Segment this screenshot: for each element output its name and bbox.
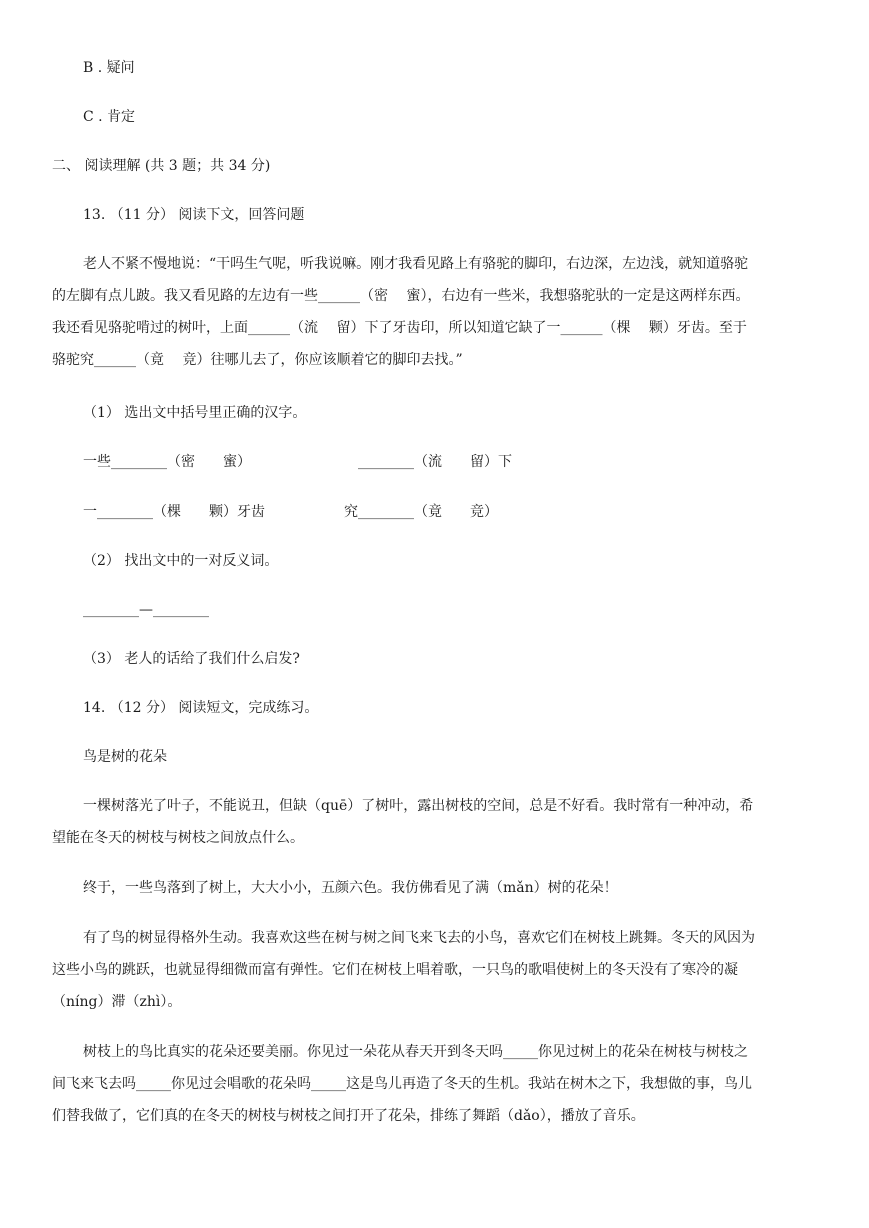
sub-question-1: （1） 选出文中括号里正确的汉字。 — [83, 405, 307, 421]
fill-blank-jing: 究________（竟 竞） — [344, 504, 498, 520]
section-heading: 二、 阅读理解 (共 3 题；共 34 分) — [52, 158, 271, 174]
fill-blank-mi: 一些________（密 蜜） — [83, 454, 251, 470]
passage-line: 骆驼究______（竟 竞）往哪儿去了，你应该顺着它的脚印去找。” — [52, 352, 463, 368]
essay-line: 树枝上的鸟比真实的花朵还要美丽。你见过一朵花从春天开到冬天吗_____你见过树上的花朵在树枝与树枝之 — [83, 1044, 748, 1060]
essay-line: 间飞来飞去吗_____你见过会唱歌的花朵吗_____这是鸟儿再造了冬天的生机。我站在树木之下，我想做的事，鸟儿 — [52, 1076, 752, 1092]
question-14-title: 14. （12 分） 阅读短文，完成练习。 — [83, 700, 319, 716]
fill-blank-ke: 一________（棵 颗）牙齿 — [83, 504, 265, 520]
option-c: C . 肯定 — [83, 109, 136, 125]
passage-line: 老人不紧不慢地说：“干吗生气呢，听我说嘛。刚才我看见路上有骆驼的脚印，右边深，左边浅，就知道骆驼 — [83, 256, 749, 272]
antonym-blank: ________—________ — [83, 602, 209, 618]
essay-line: 终于，一些鸟落到了树上，大大小小，五颜六色。我仿佛看见了满（mǎn）树的花朵！ — [83, 880, 618, 896]
essay-line: 望能在冬天的树枝与树枝之间放点什么。 — [52, 830, 304, 846]
essay-line: 们替我做了，它们真的在冬天的树枝与树枝之间打开了花朵，排练了舞蹈（dǎo），播放了音乐。 — [52, 1108, 645, 1124]
essay-title: 鸟是树的花朵 — [83, 749, 167, 765]
option-b: B . 疑问 — [83, 60, 135, 76]
essay-line: 有了鸟的树显得格外生动。我喜欢这些在树与树之间飞来飞去的小鸟，喜欢它们在树枝上跳舞。冬天的风因为 — [83, 930, 755, 946]
essay-line: 这些小鸟的跳跃，也就显得细微而富有弹性。它们在树枝上唱着歌，一只鸟的歌唱使树上的冬天没有了寒冷的凝 — [52, 962, 738, 978]
passage-line: 的左脚有点儿跛。我又看见路的左边有一些______（密 蜜），右边有一些米，我想骆驼驮的一定是这两样东西。 — [52, 288, 750, 304]
sub-question-2: （2） 找出文中的一对反义词。 — [83, 553, 279, 569]
passage-line: 我还看见骆驼啃过的树叶，上面______（流 留）下了牙齿印，所以知道它缺了一______（棵 颗）牙齿。至于 — [52, 320, 747, 336]
essay-line: 一棵树落光了叶子，不能说丑，但缺（quē）了树叶，露出树枝的空间，总是不好看。我时常有一种冲动，希 — [83, 798, 754, 814]
fill-blank-liu: ________（流 留）下 — [358, 454, 512, 470]
sub-question-3: （3） 老人的话给了我们什么启发? — [83, 651, 300, 667]
essay-line: （níng）滞（zhì）。 — [52, 994, 182, 1010]
question-13-title: 13. （11 分） 阅读下文，回答问题 — [83, 207, 305, 223]
